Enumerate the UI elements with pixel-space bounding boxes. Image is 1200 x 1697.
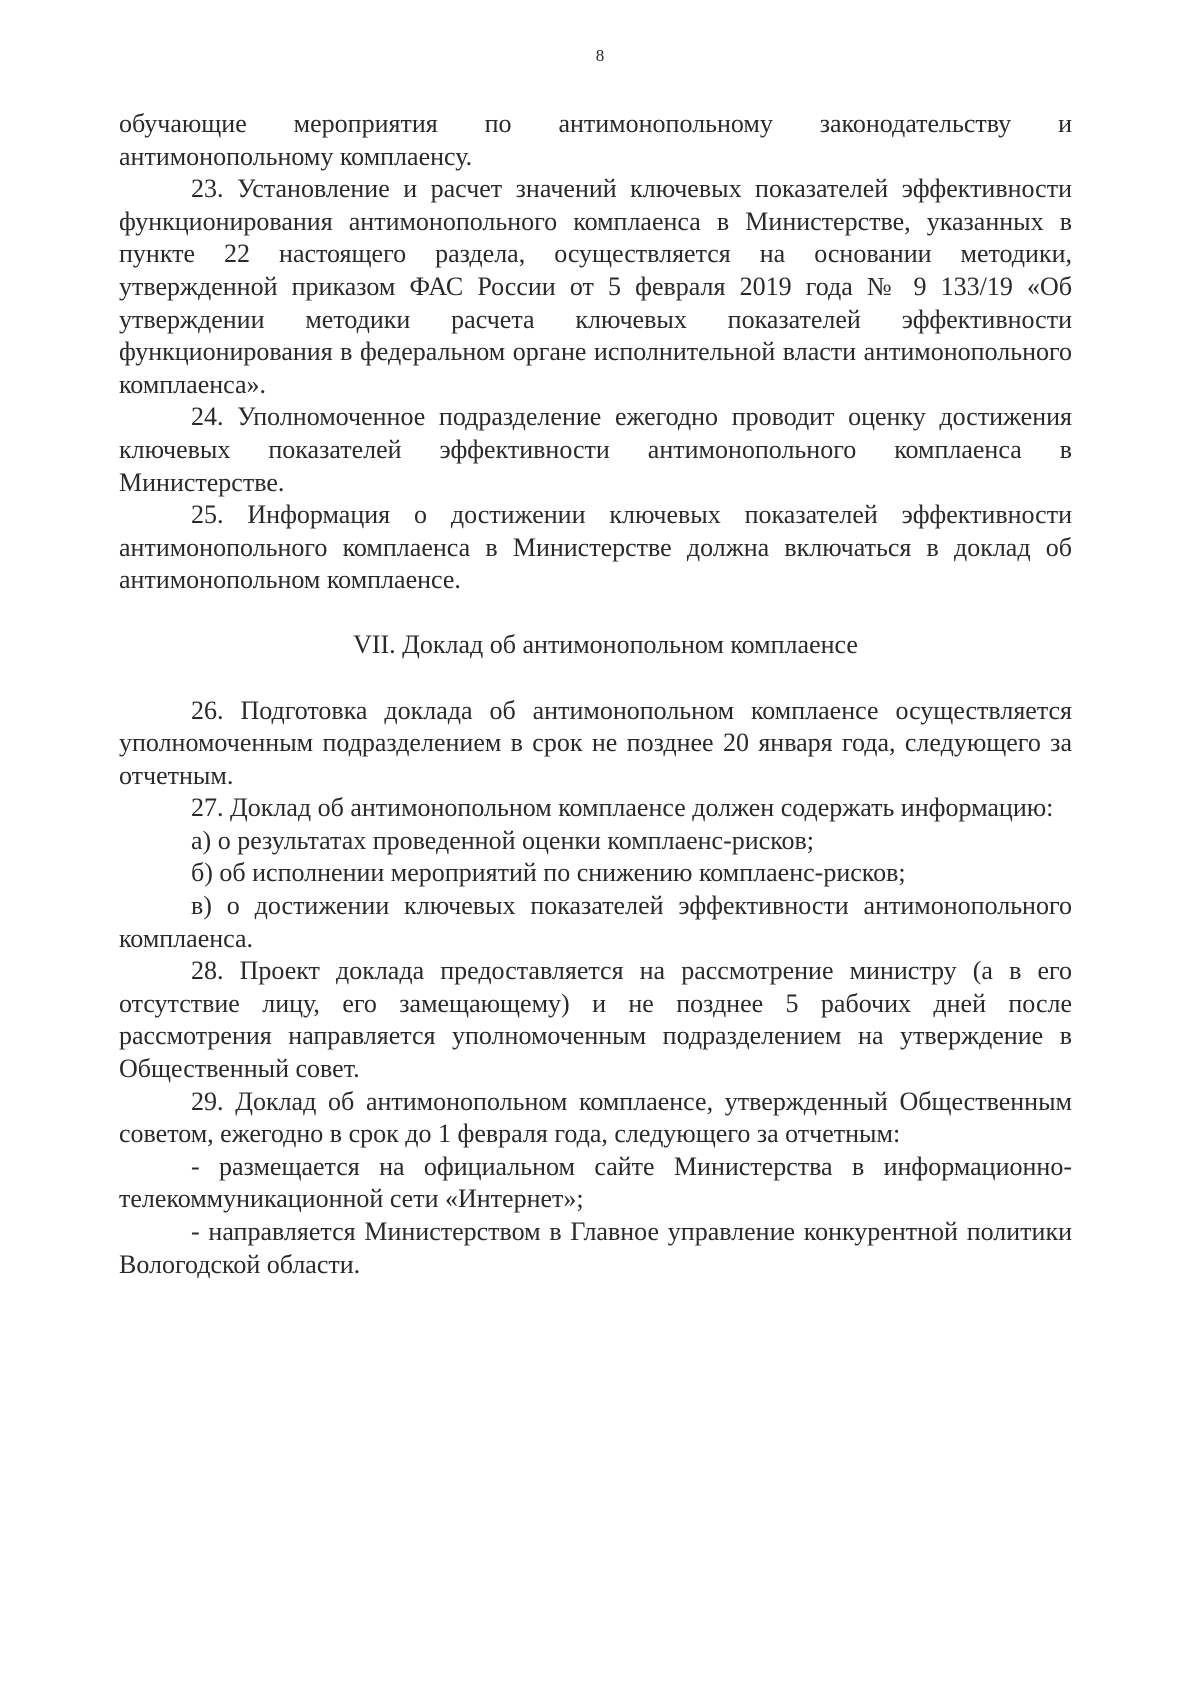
dash-item-directorate: - направляется Министерством в Главное управление конкурентной политики Вологодской области. [119,1217,1072,1279]
list-item-v: в) о достижении ключевых показателей эффективности антимонопольного комплаенса. [119,891,1072,953]
list-item-a: а) о результатах проведенной оценки комплаенс-рисков; [191,825,815,855]
paragraph-26: 26. Подготовка доклада об антимонопольном комплаенсе осуществляется уполномоченным подразделением в срок не позднее 20 января года, следующего за отчетным. [119,695,1072,790]
paragraph-continuation: обучающие мероприятия по антимонопольному законодательству и антимонопольному комплаенсу. [119,109,1072,171]
paragraph-24: 24. Уполномоченное подразделение ежегодно проводит оценку достижения ключевых показателей эффективности антимонопольного комплаенса в Министерстве. [119,402,1072,497]
paragraph-29: 29. Доклад об антимонопольном комплаенсе, утвержденный Общественным советом, ежегодно в срок до 1 февраля года, следующего за отчетным: [119,1086,1072,1149]
paragraph-27: 27. Доклад об антимонопольном комплаенсе должен содержать информацию: [191,793,1054,823]
page-number: 8 [595,46,605,65]
paragraph-28: 28. Проект доклада предоставляется на рассмотрение министру (а в его отсутствие лицу, его замещающему) и не позднее 5 рабочих дней после рассмотрения направляется уполномоченным подразделением на утверждение в Общественный совет. [119,956,1072,1084]
paragraph-23: 23. Установление и расчет значений ключевых показателей эффективности функционирования антимонопольного комплаенса в Министерстве, указанных в пункте 22 настоящего раздела, осуществляется на основании методики, утвержденной приказом ФАС России от 5 февраля 2019 года № 9 133/19 «Об утверждении методики расчета ключевых показателей эффективности функционирования в федеральном органе исполнительной власти антимонопольного комплаенса». [119,174,1072,399]
section-title: VII. Доклад об антимонопольном комплаенсе [353,629,858,659]
dash-item-website: - размещается на официальном сайте Министерства в информационно-телекоммуникационной сети «Интернет»; [119,1151,1072,1214]
list-item-b: б) об исполнении мероприятий по снижению комплаенс-рисков; [191,858,906,888]
paragraph-25: 25. Информация о достижении ключевых показателей эффективности антимонопольного комплаенса в Министерстве должна включаться в доклад об антимонопольном комплаенсе. [119,500,1072,595]
document-body [119,108,1072,1281]
